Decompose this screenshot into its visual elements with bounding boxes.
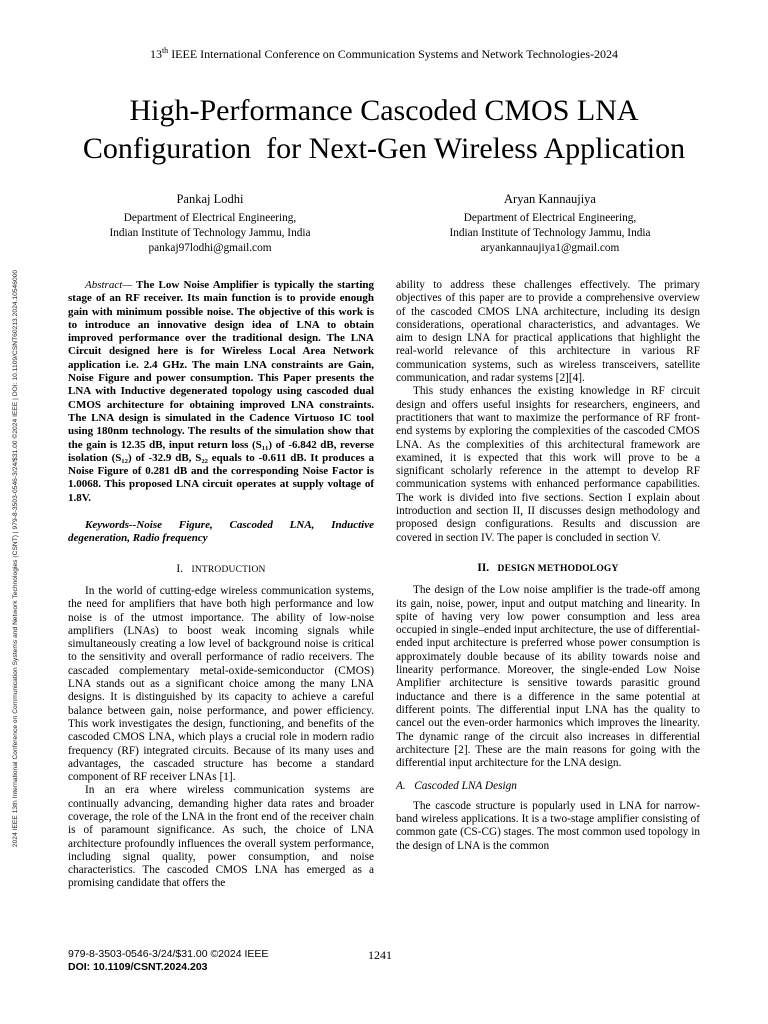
keywords: Keywords--Noise Figure, Cascoded LNA, Inductive degeneration, Radio frequency [68, 519, 374, 545]
subsection-heading-cascoded-lna-design [396, 780, 700, 793]
section-title: DESIGN METHODOLOGY [497, 563, 619, 574]
page-number: 1241 [368, 948, 392, 962]
section-number: II. [477, 561, 490, 574]
paragraph: The cascode structure is popularly used in LNA for narrow-band wireless applications. It is a two-stage amplifier consisting of common gate (CS-CG) stages. The most common used topology in the design of LNA is the common [396, 799, 700, 852]
paper-title [40, 92, 728, 168]
author-institute: Indian Institute of Technology Jammu, India [449, 227, 651, 239]
author-name: Pankaj Lodhi [176, 192, 244, 206]
section-heading-design-methodology [396, 562, 700, 576]
footer-isbn: 979-8-3503-0546-3/24/$31.00 ©2024 IEEE [68, 948, 269, 960]
side-banner-text: 2024 IEEE 13th International Conference on Communication Systems and Network Technologies (CSNT) | 979-8-3503-0546-3/24/$31.00 ©2024 IEEE | DOI: 10.1109/CSNT60213.2024.10546000 [12, 269, 20, 847]
conference-name: IEEE International Conference on Communication Systems and Network Technologies-2024 [168, 47, 619, 61]
paragraph: In an era where wireless communication systems are continually advancing, demanding higher data rates and broader coverage, the role of the LNA in the front end of the receiver chain is of paramount significance. As such, the choice of LNA architecture profoundly influences the overall system performance, including signal quality, power consumption, and noise characteristics. The cascoded CMOS LNA has emerged as a promising candidate that offers the [68, 784, 374, 890]
author-block-1 [60, 192, 360, 256]
paragraph: In the world of cutting-edge wireless communication systems, the need for amplifiers that have both high performance and low noise is of the utmost importance. The ability of low-noise amplifiers (LNAs) to boost weak incoming signals while simultaneously creating a low level of background noise is critical to the sensitivity and overall performance of radio receivers. The cascaded complementary metal-oxide-semiconductor (CMOS) LNA stands out as a significant choice among the many LNA designs. It is distinguished by its capacity to achieve a careful balance between gain, noise performance, and power efficiency. This work investigates the design, functioning, and benefits of the cascoded CMOS LNA, which plays a crucial role in modern radio frequency (RF) integrated circuits. Because of its many uses and advantages, the cascaded structure has become a standard component of RF receiver LNAs [1]. [68, 584, 374, 784]
paragraph: This study enhances the existing knowledge in RF circuit design and offers useful insights for researchers, engineers, and practitioners that want to maximize the performance of RF front-end systems by exploring the complexities of the cascoded CMOS LNA. As the complexities of this architectural framework are examined, it is expected that this work will prove to be a significant scholarly reference in the attempt to develop RF communication systems with enhanced performance capabilities. The work is divided into five sections. Section I explain about introduction and section II, II discusses design methodology and proposed design configurations. Results and discussion are covered in section IV. The paper is concluded in section V. [396, 385, 700, 544]
author-name: Aryan Kannaujiya [504, 192, 596, 206]
conference-ordinal-suffix: th [161, 46, 169, 55]
subsection-title: Cascoded LNA Design [414, 780, 517, 793]
footer-copyright [68, 948, 268, 974]
author-email[interactable]: aryankannaujiya1@gmail.com [480, 242, 620, 254]
paper-title-line-1: High-Performance Cascoded CMOS LNA [129, 94, 639, 127]
right-column [396, 279, 700, 853]
section-heading-introduction [68, 563, 374, 577]
author-block-2 [400, 192, 700, 256]
author-department: Department of Electrical Engineering, [463, 212, 637, 224]
paper-title-line-2: Configuration for Next-Gen Wireless Application [82, 132, 686, 165]
subsection-label: A. [396, 780, 406, 793]
paragraph: ability to address these challenges effectively. The primary objectives of this paper are to provide a comprehensive overview of the cascoded CMOS LNA architecture, including its design considerations, operational characteristics, and advantages. We aim to design LNA for practical applications that highlight the real-world relevance of this architecture in various RF communication systems, such as wireless transceivers, satellite communication, and radar systems [2][4]. [396, 279, 700, 385]
author-institute: Indian Institute of Technology Jammu, India [109, 227, 311, 239]
abstract [68, 279, 374, 505]
section-number: I. [176, 562, 183, 575]
footer-doi: DOI: 10.1109/CSNT.2024.203 [68, 961, 208, 973]
abstract-label: Abstract— [85, 279, 133, 291]
side-banner [8, 128, 24, 988]
paragraph: The design of the Low noise amplifier is the trade-off among its gain, noise, power, input and output matching and linearity. In spite of having very low power consumption and less area occupied in single–ended input architecture, the use of differential-ended input architecture is preferred whose power consumption is approximately double because of its ability towards noise and linearity performance. Moreover, the single-ended Low Noise Amplifier architecture is sensitive towards parasitic ground inductance and there is a difference in the same potential at different points. The differential input LNA has the quality to cancel out the even-order harmonics which improves the linearity. The dynamic range of the circuit also increases in differential architecture [2]. These are the main reasons for going with the differential input architecture for the LNA design. [396, 584, 700, 770]
conference-header [0, 46, 768, 62]
abstract-text: The Low Noise Amplifier is typically the starting stage of an RF receiver. Its main function is to provide enough gain with minimum possible noise. The objective of this work is to introduce an innovative design idea of LNA to obtain improved performance over the traditional design. The LNA Circuit designed here is for Wireless Local Area Network application i.e. 2.4 GHz. The main LNA constraints are Gain, Noise Figure and power consumption. This Paper presents the LNA with Inductive degenerated topology using cascoded dual CMOS architecture for obtaining improved LNA constraints. The LNA design is simulated in the Cadence Virtuoso IC tool using 180nm technology. The results of the simulation show that the gain is 12.35 dB, input return loss (S₁₁) of -6.842 dB, reverse isolation (S₁₂) of -32.9 dB, S₂₂ equals to -0.611 dB. It produces a Noise Figure of 0.281 dB and the corresponding Noise Factor is 1.0068. This proposed LNA circuit operates at supply voltage of 1.8V. [68, 279, 374, 504]
conference-ordinal: 13 [149, 47, 162, 61]
section-title: INTRODUCTION [191, 564, 266, 575]
author-department: Department of Electrical Engineering, [123, 212, 297, 224]
author-email[interactable]: pankaj97lodhi@gmail.com [148, 242, 272, 254]
left-column [68, 279, 374, 891]
